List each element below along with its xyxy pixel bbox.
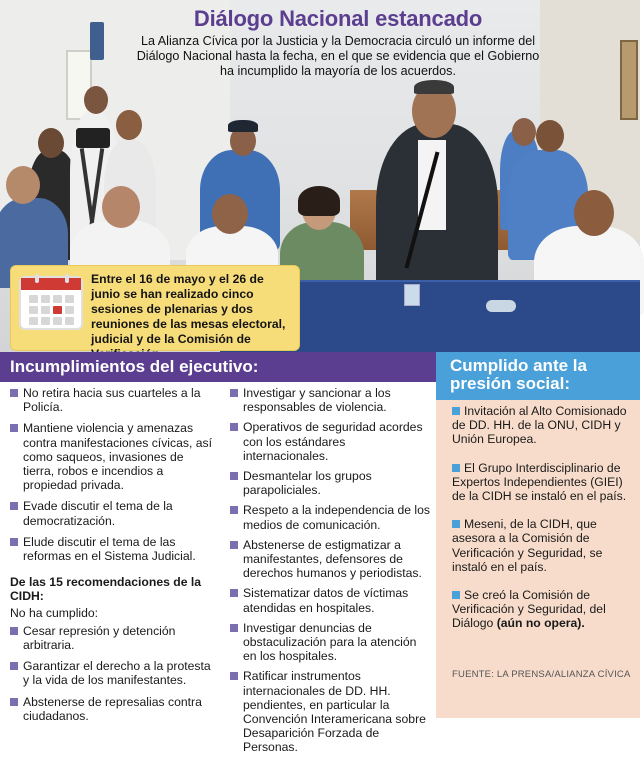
square-bullet-icon: [10, 389, 18, 397]
photo-person-head: [574, 190, 614, 236]
list-item: Abstenerse de estigmatizar a manifestantes, defensores de derechos humanos y periodistas.: [230, 538, 430, 581]
photo-hair: [414, 80, 454, 94]
square-bullet-icon: [230, 472, 238, 480]
photo-frame: [620, 40, 638, 120]
list-item: Operativos de seguridad acordes con los estándares internacionales.: [230, 420, 430, 463]
list-item: Mantiene violencia y amenazas contra manifestaciones cívicas, así como saqueos, invasiones de tierra, robos e incendios a propiedad privada.: [10, 421, 215, 492]
column-b: [230, 386, 430, 761]
date-callout: [10, 265, 300, 351]
list-item: Ratificar instrumentos internacionales de DD. HH. pendientes, en particular la Convención Interamericana sobre Desaparición Forzada de Personas.: [230, 669, 430, 754]
photo-person-head: [116, 110, 142, 140]
photo-hair: [298, 186, 340, 216]
list-item: Desmantelar los grupos parapoliciales.: [230, 469, 430, 497]
list-item: Se creó la Comisión de Verificación y Seguridad, del Diálogo (aún no opera).: [452, 588, 606, 631]
list-item: No retira hacia sus cuarteles a la Policía.: [10, 386, 215, 414]
cidh-label: No ha cumplido:: [10, 605, 99, 620]
list-item: Cesar represión y detención arbitraria.: [10, 624, 215, 652]
square-bullet-icon: [230, 589, 238, 597]
square-bullet-icon: [452, 591, 460, 599]
square-bullet-icon: [230, 423, 238, 431]
square-bullet-icon: [10, 538, 18, 546]
square-bullet-icon: [10, 627, 18, 635]
list-item: Sistematizar datos de víctimas atendidas en hospitales.: [230, 586, 430, 614]
photo-person-head: [38, 128, 64, 158]
photo-person-head: [512, 118, 536, 146]
page-title: Diálogo Nacional estancado: [193, 6, 483, 31]
source-credit: FUENTE: LA PRENSA/ALIANZA CÍVICA: [452, 669, 631, 680]
square-bullet-icon: [230, 672, 238, 680]
right-section-heading: Cumplido ante la presión social:: [436, 352, 640, 400]
list-item: Respeto a la independencia de los medios de comunicación.: [230, 503, 430, 531]
page-subtitle: La Alianza Cívica por la Justicia y la Democracia circuló un informe del Diálogo Nacional hasta la fecha, en el que se evidencia que el Gobierno ha incumplido la mayoría de los acuerdos.: [136, 34, 540, 78]
photo-person-head: [102, 186, 140, 228]
police-cap-icon: [228, 120, 258, 132]
list-item: Garantizar el derecho a la protesta y la vida de los manifestantes.: [10, 659, 215, 687]
square-bullet-icon: [230, 541, 238, 549]
square-bullet-icon: [452, 520, 460, 528]
square-bullet-icon: [230, 624, 238, 632]
list-item: Abstenerse de represalias contra ciudadanos.: [10, 695, 215, 723]
square-bullet-icon: [452, 407, 460, 415]
glass-icon: [404, 284, 420, 306]
bottle-icon: [486, 300, 516, 312]
callout-text: Entre el 16 de mayo y el 26 de junio se han realizado cinco sesiones de plenarias y dos reuniones de las mesas electoral, judicial y de la Comisión de: [91, 272, 286, 346]
column-a: [10, 386, 215, 730]
list-item: Investigar denuncias de obstaculización para la atención en los hospitales.: [230, 621, 430, 664]
square-bullet-icon: [230, 506, 238, 514]
photo-person-head: [212, 194, 248, 234]
status-note: (aún no opera).: [496, 616, 585, 631]
list-item: El Grupo Interdisciplinario de Expertos Independientes (GIEI) de la CIDH se instaló en el país.: [452, 460, 627, 504]
square-bullet-icon: [230, 389, 238, 397]
photo-sign: [90, 22, 104, 60]
cidh-heading: De las 15 recomendaciones de la CIDH:: [10, 575, 202, 604]
list-item: Invitación al Alto Comisionado de DD. HH. de la ONU, CIDH y Unión Europea.: [452, 404, 627, 447]
title-block: [136, 6, 540, 79]
calendar-icon: [19, 276, 83, 330]
column-c: [452, 404, 632, 645]
camera-icon: [76, 128, 110, 148]
list-item: Meseni, de la CIDH, que asesora a la Comisión de Verificación y Seguridad, se instaló en el país.: [452, 517, 603, 574]
list-item: Investigar y sancionar a los responsables de violencia.: [230, 386, 430, 414]
list-item: Elude discutir el tema de las reformas en el Sistema Judicial.: [10, 535, 215, 563]
square-bullet-icon: [452, 464, 460, 472]
square-bullet-icon: [10, 698, 18, 706]
square-bullet-icon: [10, 502, 18, 510]
photo-person-head: [6, 166, 40, 204]
left-section-heading: Incumplimientos del ejecutivo:: [0, 352, 436, 382]
square-bullet-icon: [10, 424, 18, 432]
list-item: Evade discutir el tema de la democratización.: [10, 499, 215, 527]
photo-person-head: [84, 86, 108, 114]
photo-person-head: [536, 120, 564, 152]
square-bullet-icon: [10, 662, 18, 670]
